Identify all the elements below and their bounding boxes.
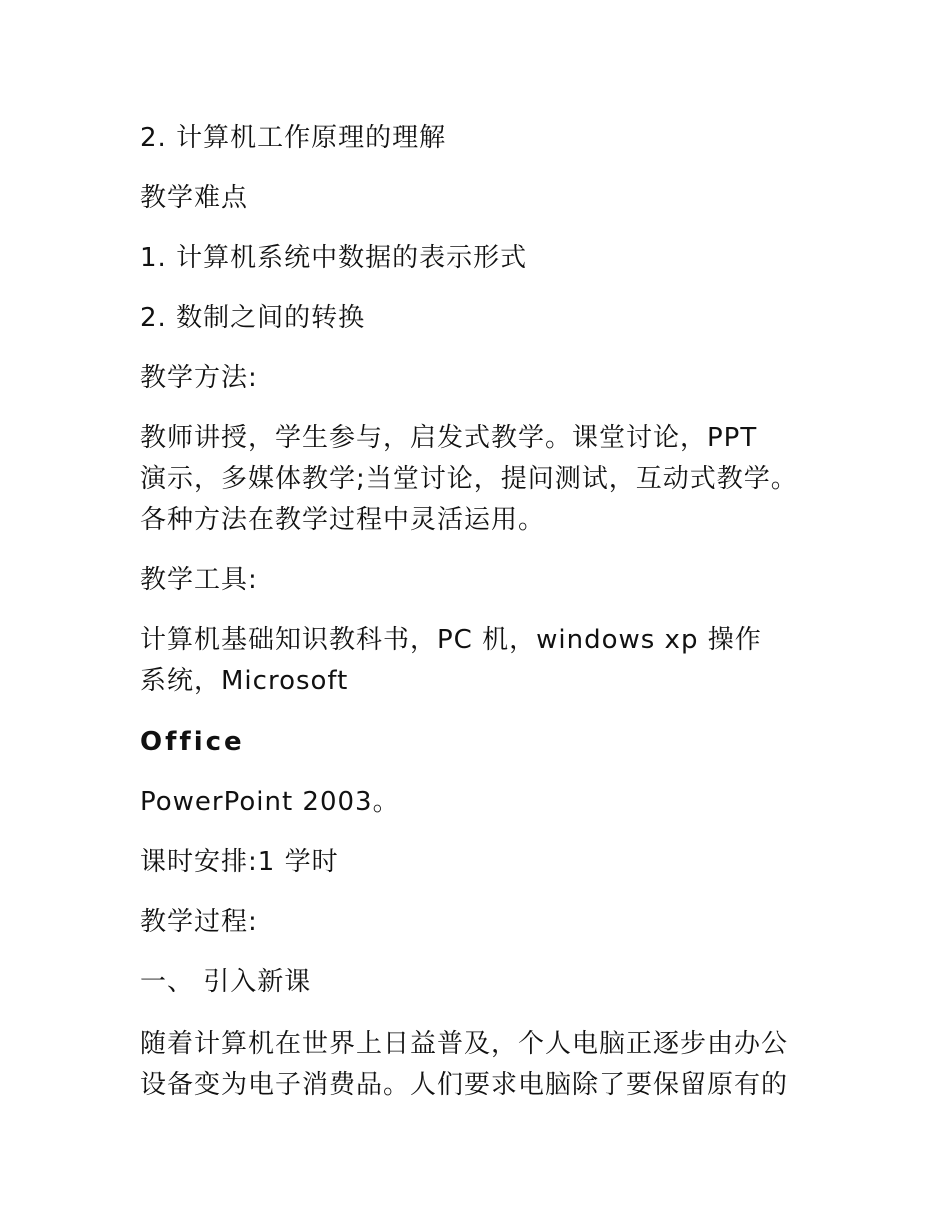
line-12: Office [140,727,245,757]
key-point-2 [140,118,820,159]
line-4: 2. 数制之间的转换 [140,303,366,333]
tools-office [140,722,820,763]
schedule-line [140,842,820,883]
method-paragraph [140,418,820,541]
difficulty-1 [140,238,820,279]
intro-paragraph [140,1024,820,1106]
line-14: 课时安排:1 学时 [140,847,339,877]
method-heading [140,358,820,399]
line-7: 演示，多媒体教学;当堂讨论，提问测试，互动式教学。 [140,464,798,494]
line-8: 各种方法在教学过程中灵活运用。 [140,505,546,535]
line-16: 一、 引入新课 [140,967,312,997]
intro-heading [140,962,820,1003]
line-15: 教学过程: [140,907,258,937]
tools-powerpoint [140,782,820,823]
line-11: 系统，Microsoft [140,666,349,696]
line-10: 计算机基础知识教科书，PC 机，windows xp 操作 [140,625,762,655]
line-5: 教学方法: [140,363,258,393]
difficulty-2 [140,298,820,339]
line-18: 设备变为电子消费品。人们要求电脑除了要保留原有的 [140,1070,789,1100]
line-9: 教学工具: [140,565,258,595]
process-heading [140,902,820,943]
tools-heading [140,560,820,601]
line-17: 随着计算机在世界上日益普及，个人电脑正逐步由办公 [140,1029,789,1059]
tools-paragraph [140,620,820,702]
line-6: 教师讲授，学生参与，启发式教学。课堂讨论，PPT [140,423,758,453]
line-13: PowerPoint 2003。 [140,787,400,817]
line-2: 教学难点 [140,183,249,213]
line-3: 1. 计算机系统中数据的表示形式 [140,243,528,273]
line-1: 2. 计算机工作原理的理解 [140,123,447,153]
difficulty-heading [140,178,820,219]
